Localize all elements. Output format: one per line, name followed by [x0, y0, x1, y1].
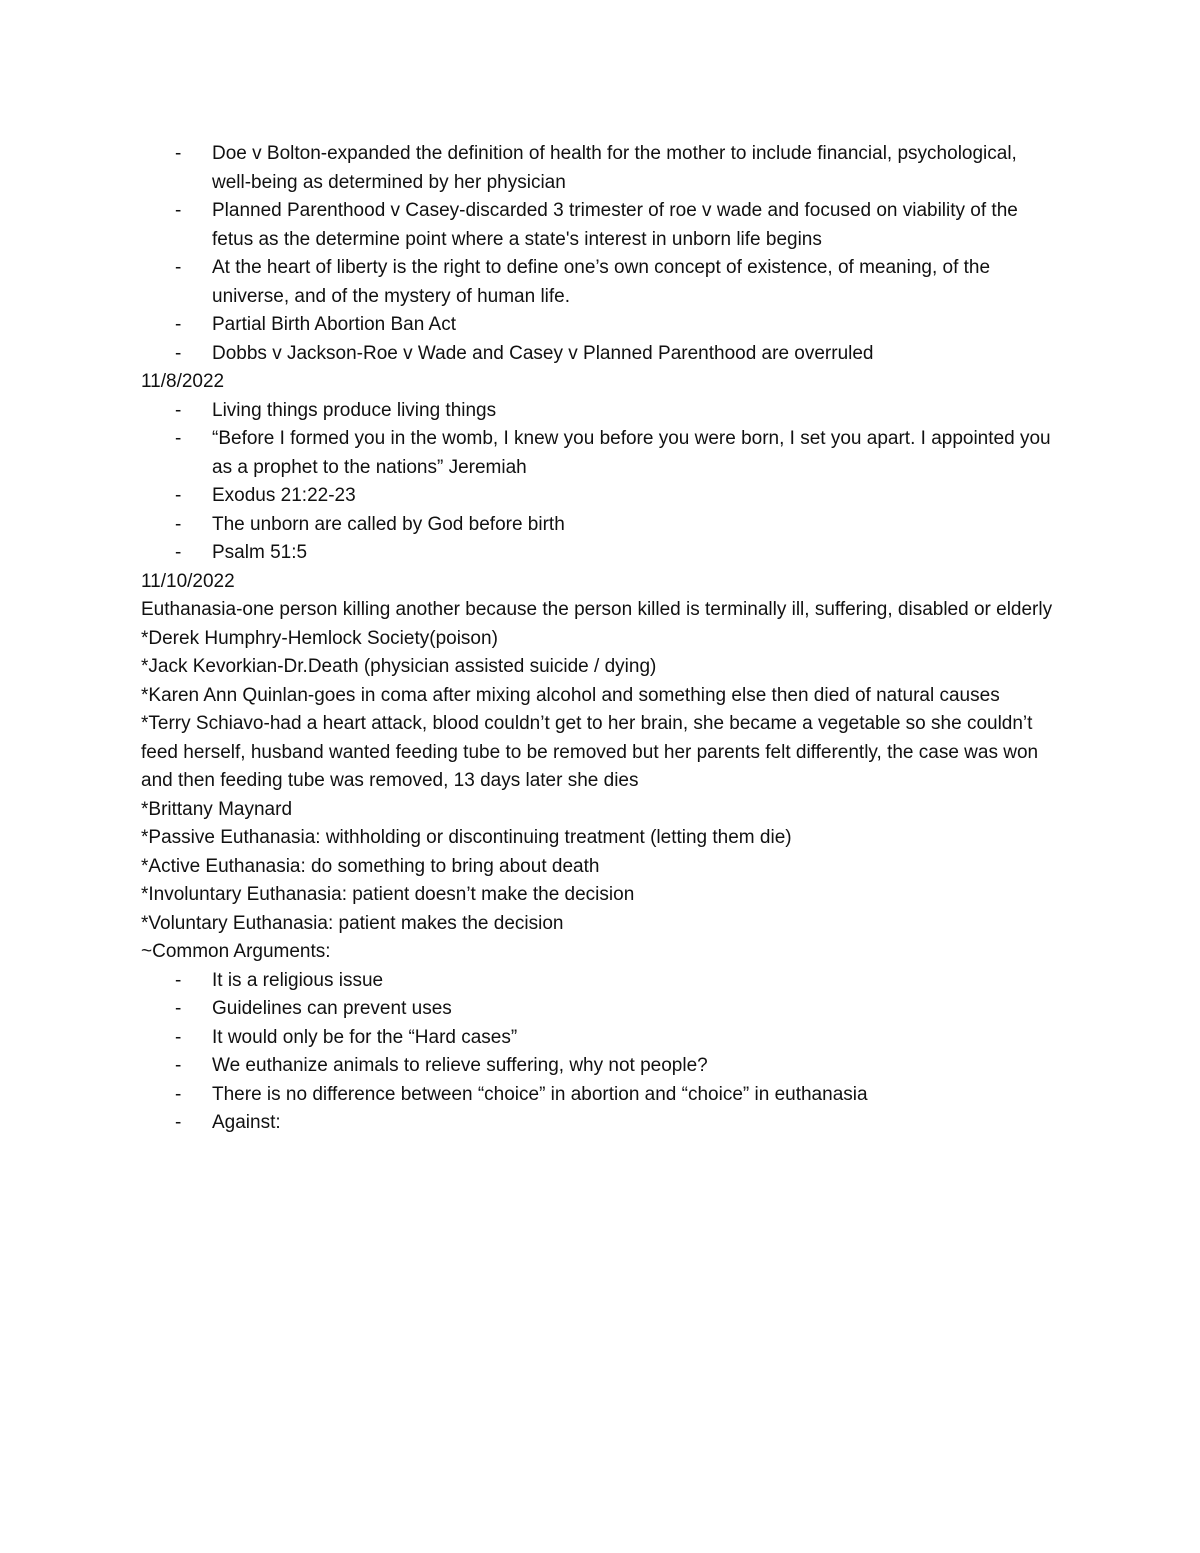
list-item-text: Exodus 21:22-23: [212, 485, 356, 506]
list-item-text: We euthanize animals to relieve suffering, why not people?: [212, 1055, 708, 1076]
list-item-text: Partial Birth Abortion Ban Act: [212, 314, 456, 335]
dash-bullet-icon: -: [175, 1083, 182, 1105]
list-item: [141, 311, 1061, 340]
list-item: [141, 197, 1061, 254]
dash-bullet-icon: -: [175, 257, 182, 278]
list-item: [141, 140, 1061, 197]
dash-bullet-icon: -: [175, 542, 182, 563]
list-item-text: Dobbs v Jackson-Roe v Wade and Casey v Planned Parenthood are overruled: [212, 342, 874, 364]
list-item: [141, 995, 1061, 1024]
dash-bullet-icon: -: [175, 314, 182, 335]
paragraph: *Brittany Maynard: [141, 798, 293, 820]
list-item-text: Doe v Bolton-expanded the definition of health for the mother to include financial, psychological, well-being as determined by her physician: [212, 143, 1017, 193]
dash-bullet-icon: -: [175, 969, 182, 991]
list-item: [141, 511, 1061, 540]
dash-bullet-icon: -: [175, 1112, 182, 1133]
list-item-text: At the heart of liberty is the right to define one’s own concept of existence, of meaning, of the universe, and of the mystery of human life.: [212, 257, 991, 307]
list-item: [141, 425, 1061, 482]
list-item: [141, 254, 1061, 311]
list-item: [141, 1024, 1061, 1053]
list-item: [141, 1109, 1061, 1138]
paragraph: *Involuntary Euthanasia: patient doesn’t make the decision: [141, 884, 635, 905]
list-item: [141, 1052, 1061, 1081]
list-item-text: Against:: [212, 1112, 281, 1133]
list-item-text: The unborn are called by God before birth: [212, 513, 565, 535]
list-item-text: There is no difference between “choice” in abortion and “choice” in euthanasia: [212, 1083, 868, 1105]
list-item: [141, 482, 1061, 511]
paragraph: *Derek Humphry-Hemlock Society(poison): [141, 627, 498, 649]
paragraph: *Karen Ann Quinlan-goes in coma after mixing alcohol and something else then died of natural causes: [141, 684, 1000, 706]
dash-bullet-icon: -: [175, 485, 182, 506]
date-heading: 11/10/2022: [141, 570, 235, 592]
dash-bullet-icon: -: [175, 428, 182, 449]
section-heading: ~Common Arguments:: [141, 941, 331, 962]
document-body: [141, 140, 1061, 1138]
bullet-list-common-arguments: [141, 967, 1061, 1138]
paragraph: *Passive Euthanasia: withholding or discontinuing treatment (letting them die): [141, 827, 792, 848]
list-item: [141, 1081, 1061, 1110]
dash-bullet-icon: -: [175, 399, 182, 421]
list-item-text: It is a religious issue: [212, 969, 384, 991]
dash-bullet-icon: -: [175, 342, 182, 364]
paragraph: *Jack Kevorkian-Dr.Death (physician assisted suicide / dying): [141, 656, 657, 677]
dash-bullet-icon: -: [175, 1055, 182, 1076]
list-item-text: Psalm 51:5: [212, 542, 308, 563]
dash-bullet-icon: -: [175, 513, 182, 535]
list-item-text: Planned Parenthood v Casey-discarded 3 trimester of roe v wade and focused on viability of the fetus as the determine point where a state's interest in unborn life begins: [212, 200, 1018, 250]
list-item: [141, 539, 1061, 568]
paragraph: *Voluntary Euthanasia: patient makes the decision: [141, 912, 564, 934]
list-item-text: Guidelines can prevent uses: [212, 998, 452, 1019]
dash-bullet-icon: -: [175, 143, 182, 164]
paragraph: *Active Euthanasia: do something to bring about death: [141, 855, 600, 877]
list-item-text: It would only be for the “Hard cases”: [212, 1026, 518, 1048]
bullet-list-scripture: [141, 397, 1061, 568]
list-item: [141, 397, 1061, 426]
date-heading: 11/8/2022: [141, 371, 225, 392]
dash-bullet-icon: -: [175, 200, 182, 221]
list-item-text: “Before I formed you in the womb, I knew you before you were born, I set you apart. I appointed you as a prophet to the nations” Jeremiah: [212, 428, 1051, 478]
paragraph: *Terry Schiavo-had a heart attack, blood couldn’t get to her brain, she became a vegetable so she couldn’t feed herself, husband wanted feeding tube to be removed but her parents felt differently, the case was won and then feeding tube was removed, 13 days later she dies: [141, 713, 1039, 791]
list-item: [141, 340, 1061, 369]
list-item: [141, 967, 1061, 996]
list-item-text: Living things produce living things: [212, 399, 497, 421]
dash-bullet-icon: -: [175, 1026, 182, 1048]
bullet-list-abortion-cases: [141, 140, 1061, 368]
paragraph: Euthanasia-one person killing another because the person killed is terminally ill, suffering, disabled or elderly: [141, 599, 1053, 620]
dash-bullet-icon: -: [175, 998, 182, 1019]
